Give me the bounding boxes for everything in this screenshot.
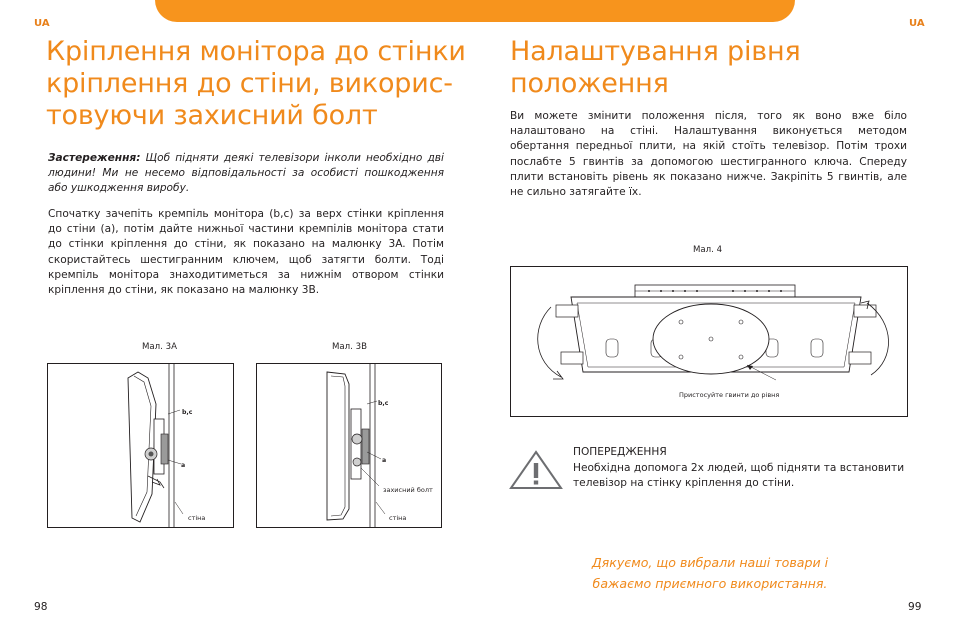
- caution-label: Застереження:: [48, 152, 141, 164]
- fig4-caption: Мал. 4: [693, 245, 723, 255]
- thanks-message: Дякуємо, що вибрали наші товари і бажаємо приємного використання.: [591, 555, 829, 591]
- fig3b-caption: Мал. 3B: [332, 342, 368, 352]
- left-page-title: Кріплення монітора до стінки кріплення до стіни, викорис- товуючи захисний болт: [46, 36, 466, 131]
- fig3a-label-wall: стіна: [188, 514, 206, 522]
- page-number-left: 98: [34, 601, 48, 613]
- caution-note: [48, 151, 444, 197]
- figure-3a-drawing: [48, 364, 233, 527]
- figure-3a: [47, 363, 234, 528]
- language-tag-left: UA: [34, 18, 50, 29]
- warning-triangle-icon: [508, 449, 564, 491]
- warning-title: ПОПЕРЕДЖЕННЯ: [573, 446, 667, 458]
- right-page-title: Налаштування рівня положення: [510, 36, 801, 99]
- figure-4-drawing: [511, 267, 907, 416]
- fig3b-label-bolt: захисний болт: [383, 486, 433, 494]
- figure-3b: [256, 363, 442, 528]
- fig3a-caption: Мал. 3A: [142, 342, 177, 352]
- page-number-right: 99: [908, 601, 922, 613]
- right-instructions: Ви можете змінити положення після, того як воно вже біло налаштовано на стіні. Налаштування виконується методом обертання передньої плити, на якій стоїть телевізор. Потім трохи послабте 5 гвинтів за допомогою шестигранного ключа. Спереду плити встановіть рівень як показано нижче. Закріпіть 5 гвинтів, але не сильно затягайте їх.: [510, 110, 907, 199]
- figure-4: [510, 266, 908, 417]
- left-instructions: Спочатку зачепіть кремпіль монітора (b,c) за верх стінки кріплення до стіни (a), потім дайте нижньої частини кремпілів монітора стати до стінки кріплення до стіни, як показано на малюнку 3A. Потім скористайтесь шестигранним ключем, щоб затягти болти. Тоді кремпіль монітора знаходитиметься за нижнім отвором стінки кріплення до стіни, як показано на малюнку 3B.: [48, 208, 444, 297]
- fig3b-label-bc: b,c: [378, 400, 389, 407]
- fig3a-label-bc: b,c: [182, 409, 193, 416]
- fig3b-label-a: a: [382, 457, 387, 464]
- warning-text: Необхідна допомога 2х людей, щоб підняти та встановити телевізор на стінку кріплення до стіни.: [573, 462, 905, 490]
- top-accent-bar: [155, 0, 795, 22]
- language-tag-right: UA: [909, 18, 925, 29]
- figure-3b-drawing: [257, 364, 441, 527]
- caution-text: Щоб підняти деякі телевізори інколи необхідно дві людини! Ми не несемо відповідальності за особисті пошкодження або ушкодження виробу.: [48, 152, 444, 195]
- fig3b-label-wall: стіна: [389, 514, 407, 522]
- fig4-label: Пристосуйте гвинти до рівня: [679, 391, 780, 399]
- fig3a-label-a: a: [181, 462, 186, 469]
